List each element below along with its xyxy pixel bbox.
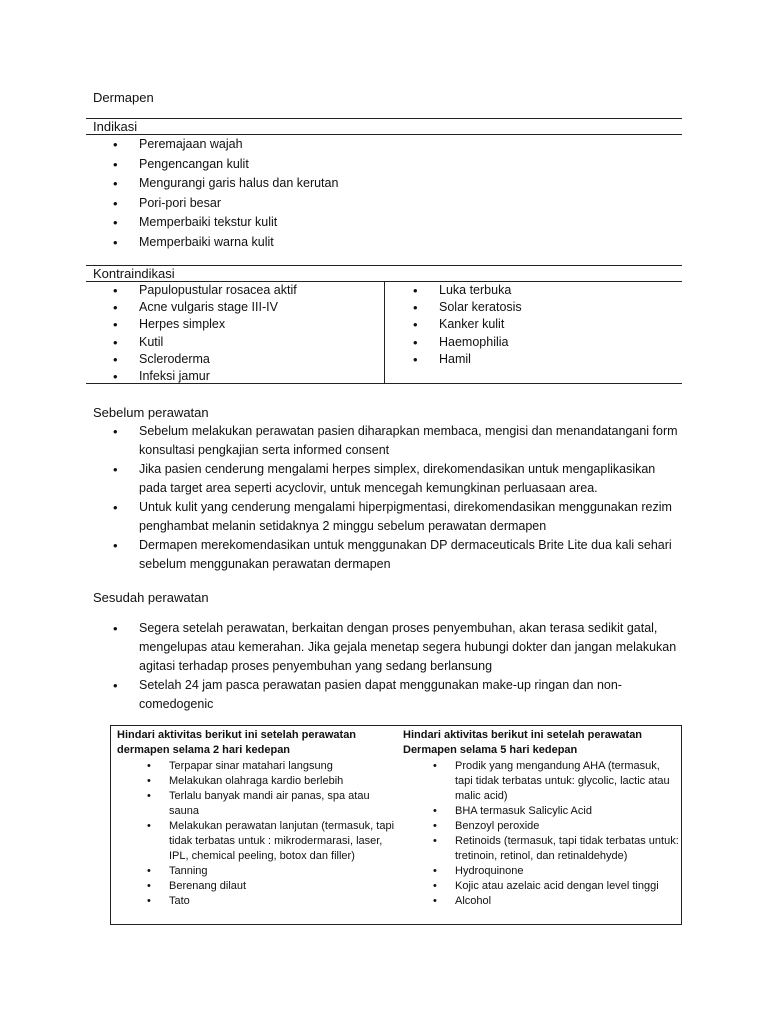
list-item: • Hamil bbox=[413, 351, 522, 368]
hindari-2-hari-heading: Hindari aktivitas berikut ini setelah perawatan dermapen selama 2 hari kedepan bbox=[117, 729, 357, 756]
list-item: • BHA termasuk Salicylic Acid bbox=[403, 804, 679, 819]
list-item: • Solar keratosis bbox=[413, 299, 522, 316]
list-item: • Kanker kulit bbox=[413, 316, 522, 333]
sesudah-list bbox=[113, 619, 683, 714]
indikasi-heading: Indikasi bbox=[86, 118, 682, 135]
list-item: • Melakukan olahraga kardio berlebih bbox=[117, 774, 401, 789]
list-item: • Pori-pori besar bbox=[113, 194, 338, 214]
list-item: • Pengencangan kulit bbox=[113, 155, 338, 175]
list-item: • Segera setelah perawatan, berkaitan dengan proses penyembuhan, akan terasa sedikit gatal, mengelupas atau kemerahan. Jika gejala menetap segera hubungi dokter dan jangan melakukan agitasi terhadap proses penyembuhan yang sedang berlansung bbox=[113, 619, 683, 676]
list-item: • Untuk kulit yang cenderung mengalami hiperpigmentasi, direkomendasikan menggunakan rezim penghambat melanin setidaknya 2 minggu sebelum perawatan dermapen bbox=[113, 498, 683, 536]
hindari-2-hari-column bbox=[117, 728, 401, 909]
list-item: • Herpes simplex bbox=[113, 316, 297, 333]
kontraindikasi-heading: Kontraindikasi bbox=[86, 265, 682, 282]
list-item: • Hydroquinone bbox=[403, 864, 679, 879]
list-item: • Peremajaan wajah bbox=[113, 135, 338, 155]
list-item: • Dermapen merekomendasikan untuk menggunakan DP dermaceuticals Brite Lite dua kali sehari sebelum menggunakan perawatan dermapen bbox=[113, 536, 683, 574]
document-title: Dermapen bbox=[93, 90, 154, 105]
list-item: • Papulopustular rosacea aktif bbox=[113, 282, 297, 299]
list-item: • Terlalu banyak mandi air panas, spa atau sauna bbox=[117, 789, 401, 819]
sesudah-heading: Sesudah perawatan bbox=[93, 590, 209, 605]
kontraindikasi-left-list bbox=[113, 282, 297, 385]
indikasi-list bbox=[113, 135, 338, 253]
hindari-2-hari-list bbox=[117, 759, 401, 909]
list-item: • Infeksi jamur bbox=[113, 368, 297, 385]
list-item: • Retinoids (termasuk, tapi tidak terbatas untuk: tretinoin, retinol, dan retinaldehyde) bbox=[403, 834, 679, 864]
list-item: • Melakukan perawatan lanjutan (termasuk, tapi tidak terbatas untuk : mikrodermarasi, laser, IPL, chemical peeling, botox dan filler) bbox=[117, 819, 401, 864]
list-item: • Benzoyl peroxide bbox=[403, 819, 679, 834]
list-item: • Jika pasien cenderung mengalami herpes simplex, direkomendasikan untuk mengaplikasikan pada target area seperti acyclovir, untuk mencegah kemungkinan perluasaan area. bbox=[113, 460, 683, 498]
sebelum-list bbox=[113, 422, 683, 574]
list-item: • Kojic atau azelaic acid dengan level tinggi bbox=[403, 879, 679, 894]
list-item: • Scleroderma bbox=[113, 351, 297, 368]
list-item: • Prodik yang mengandung AHA (termasuk, tapi tidak terbatas untuk: glycolic, lactic atau malic acid) bbox=[403, 759, 679, 804]
list-item: • Memperbaiki warna kulit bbox=[113, 233, 338, 253]
kontraindikasi-table bbox=[86, 282, 682, 384]
list-item: • Kutil bbox=[113, 334, 297, 351]
list-item: • Haemophilia bbox=[413, 334, 522, 351]
list-item: • Tato bbox=[117, 894, 401, 909]
list-item: • Acne vulgaris stage III-IV bbox=[113, 299, 297, 316]
list-item: • Tanning bbox=[117, 864, 401, 879]
kontraindikasi-right-list bbox=[413, 282, 522, 368]
list-item: • Memperbaiki tekstur kulit bbox=[113, 213, 338, 233]
list-item: • Luka terbuka bbox=[413, 282, 522, 299]
sebelum-heading: Sebelum perawatan bbox=[93, 405, 209, 420]
list-item: • Mengurangi garis halus dan kerutan bbox=[113, 174, 338, 194]
list-item: • Setelah 24 jam pasca perawatan pasien dapat menggunakan make-up ringan dan non-comedogenic bbox=[113, 676, 683, 714]
list-item: • Terpapar sinar matahari langsung bbox=[117, 759, 401, 774]
hindari-5-hari-list bbox=[403, 759, 679, 909]
list-item: • Alcohol bbox=[403, 894, 679, 909]
column-divider bbox=[384, 282, 385, 384]
hindari-5-hari-column bbox=[403, 728, 679, 909]
hindari-table bbox=[110, 725, 682, 925]
hindari-5-hari-heading: Hindari aktivitas berikut ini setelah perawatan Dermapen selama 5 hari kedepan bbox=[403, 729, 643, 756]
list-item: • Sebelum melakukan perawatan pasien diharapkan membaca, mengisi dan menandatangani form konsultasi pengkajian serta informed consent bbox=[113, 422, 683, 460]
list-item: • Berenang dilaut bbox=[117, 879, 401, 894]
